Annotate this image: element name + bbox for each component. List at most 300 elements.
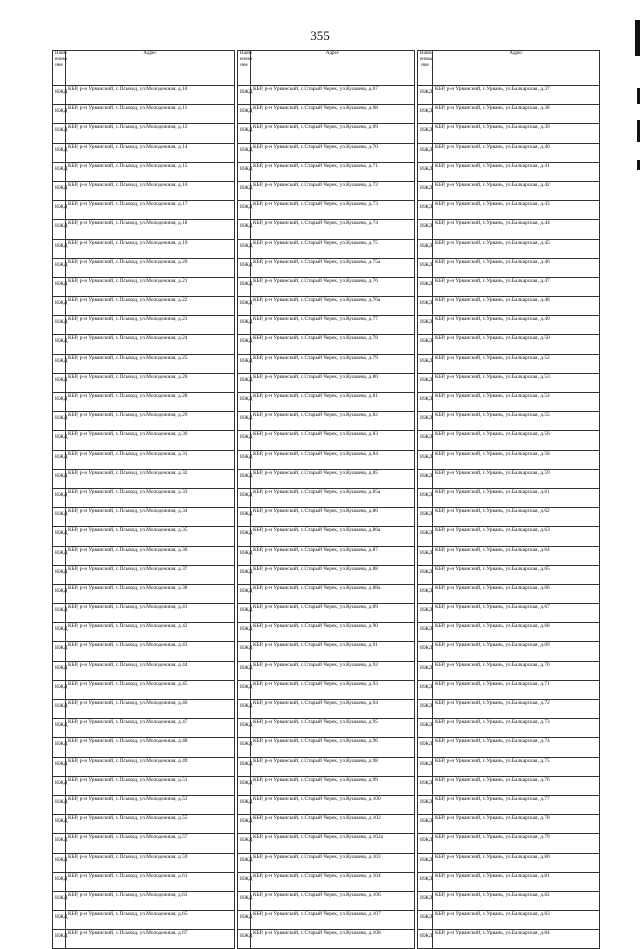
row-address: КБР, р-н Урванский, с.Урвань, ул.Балкарская, д.77 xyxy=(433,795,600,814)
row-address: КБР, р-н Урванский, с.Старый Черек, ул.Кушаева, д.102 xyxy=(251,815,415,834)
table-row xyxy=(53,776,235,795)
table-row xyxy=(418,776,600,795)
table-row xyxy=(238,642,415,661)
row-type: ИЖД xyxy=(53,546,66,565)
row-address: КБР, р-н Урванский, с.Старый Черек, ул.Кушаева, д.68 xyxy=(251,105,415,124)
table-row xyxy=(418,86,600,105)
row-type: ИЖД xyxy=(53,124,66,143)
row-type: ИЖД xyxy=(53,162,66,181)
row-address: КБР, р-н Урванский, с.Старый Черек, ул.Кушаева, д.96 xyxy=(251,738,415,757)
table-row xyxy=(238,891,415,910)
row-type: ИЖД xyxy=(418,508,433,527)
table-row xyxy=(418,335,600,354)
header-type: Наим енова ние xyxy=(238,51,251,86)
row-address: КБР, р-н Урванский, с.Старый Черек, ул.Кушаева, д.103 xyxy=(251,853,415,872)
row-type: ИЖД xyxy=(238,546,251,565)
row-address: КБР, р-н Урванский, с.Старый Черек, ул.Кушаева, д.75 xyxy=(251,239,415,258)
row-address: КБР, р-н Урванский, с.Псыкод, ул.Молодежная, д.59 xyxy=(66,853,235,872)
row-type: ИЖД xyxy=(53,316,66,335)
row-address: КБР, р-н Урванский, с.Урвань, ул.Балкарская, д.76 xyxy=(433,776,600,795)
row-type: ИЖД xyxy=(418,86,433,105)
table-row xyxy=(418,393,600,412)
row-address: КБР, р-н Урванский, с.Урвань, ул.Балкарская, д.58 xyxy=(433,450,600,469)
row-type: ИЖД xyxy=(53,911,66,930)
row-type: ИЖД xyxy=(418,565,433,584)
row-type: ИЖД xyxy=(238,623,251,642)
row-address: КБР, р-н Урванский, с.Псыкод, ул.Молодежная, д.20 xyxy=(66,258,235,277)
row-type: ИЖД xyxy=(418,604,433,623)
row-type: ИЖД xyxy=(53,642,66,661)
table-row xyxy=(418,738,600,757)
row-address: КБР, р-н Урванский, с.Урвань, ул.Балкарская, д.66 xyxy=(433,584,600,603)
row-type: ИЖД xyxy=(238,316,251,335)
table-row xyxy=(238,86,415,105)
table-row xyxy=(418,143,600,162)
row-address: КБР, р-н Урванский, с.Псыкод, ул.Молодежная, д.35 xyxy=(66,527,235,546)
row-address: КБР, р-н Урванский, с.Урвань, ул.Балкарская, д.42 xyxy=(433,181,600,200)
row-type: ИЖД xyxy=(238,565,251,584)
table-row xyxy=(238,700,415,719)
row-type: ИЖД xyxy=(53,488,66,507)
table-row xyxy=(418,508,600,527)
row-type: ИЖД xyxy=(53,776,66,795)
row-address: КБР, р-н Урванский, с.Старый Черек, ул.Кушаева, д.69 xyxy=(251,124,415,143)
row-type: ИЖД xyxy=(53,354,66,373)
table-row xyxy=(53,488,235,507)
table-row xyxy=(53,469,235,488)
table-row xyxy=(53,834,235,853)
row-address: КБР, р-н Урванский, с.Старый Черек, ул.Кушаева, д.74 xyxy=(251,220,415,239)
table-row xyxy=(238,354,415,373)
table-row xyxy=(238,469,415,488)
row-address: КБР, р-н Урванский, с.Старый Черек, ул.Кушаева, д.99 xyxy=(251,776,415,795)
row-type: ИЖД xyxy=(238,488,251,507)
row-type: ИЖД xyxy=(418,815,433,834)
table-row xyxy=(418,872,600,891)
row-address: КБР, р-н Урванский, с.Псыкод, ул.Молодежная, д.31 xyxy=(66,450,235,469)
row-address: КБР, р-н Урванский, с.Старый Черек, ул.Кушаева, д.108 xyxy=(251,930,415,949)
row-type: ИЖД xyxy=(418,124,433,143)
row-type: ИЖД xyxy=(238,815,251,834)
table-row xyxy=(418,488,600,507)
row-address: КБР, р-н Урванский, с.Псыкод, ул.Молодежная, д.26 xyxy=(66,373,235,392)
row-address: КБР, р-н Урванский, с.Псыкод, ул.Молодежная, д.65 xyxy=(66,911,235,930)
row-type: ИЖД xyxy=(418,431,433,450)
row-address: КБР, р-н Урванский, с.Псыкод, ул.Молодежная, д.51 xyxy=(66,776,235,795)
row-address: КБР, р-н Урванский, с.Псыкод, ул.Молодежная, д.45 xyxy=(66,680,235,699)
row-address: КБР, р-н Урванский, с.Урвань, ул.Балкарская, д.55 xyxy=(433,412,600,431)
row-type: ИЖД xyxy=(418,872,433,891)
row-address: КБР, р-н Урванский, с.Старый Черек, ул.Кушаева, д.72 xyxy=(251,181,415,200)
row-address: КБР, р-н Урванский, с.Псыкод, ул.Молодежная, д.30 xyxy=(66,431,235,450)
row-address: КБР, р-н Урванский, с.Псыкод, ул.Молодежная, д.38 xyxy=(66,584,235,603)
row-address: КБР, р-н Урванский, с.Псыкод, ул.Молодежная, д.17 xyxy=(66,201,235,220)
row-type: ИЖД xyxy=(53,431,66,450)
row-type: ИЖД xyxy=(418,853,433,872)
table-row xyxy=(418,412,600,431)
row-type: ИЖД xyxy=(418,738,433,757)
table-row xyxy=(418,604,600,623)
table-row xyxy=(53,623,235,642)
row-type: ИЖД xyxy=(418,757,433,776)
row-type: ИЖД xyxy=(238,220,251,239)
row-address: КБР, р-н Урванский, с.Урвань, ул.Балкарская, д.40 xyxy=(433,143,600,162)
table-row xyxy=(238,680,415,699)
table-row xyxy=(418,565,600,584)
row-type: ИЖД xyxy=(53,815,66,834)
row-address: КБР, р-н Урванский, с.Урвань, ул.Балкарская, д.75 xyxy=(433,757,600,776)
row-address: КБР, р-н Урванский, с.Псыкод, ул.Молодежная, д.11 xyxy=(66,105,235,124)
row-type: ИЖД xyxy=(53,508,66,527)
row-address: КБР, р-н Урванский, с.Урвань, ул.Балкарская, д.70 xyxy=(433,661,600,680)
table-row xyxy=(53,565,235,584)
table-row xyxy=(238,335,415,354)
row-type: ИЖД xyxy=(418,719,433,738)
row-type: ИЖД xyxy=(238,738,251,757)
row-address: КБР, р-н Урванский, с.Старый Черек, ул.Кушаева, д.102а xyxy=(251,834,415,853)
row-type: ИЖД xyxy=(418,661,433,680)
row-address: КБР, р-н Урванский, с.Старый Черек, ул.Кушаева, д.86 xyxy=(251,508,415,527)
row-type: ИЖД xyxy=(238,719,251,738)
row-address: КБР, р-н Урванский, с.Урвань, ул.Балкарская, д.46 xyxy=(433,258,600,277)
table-row xyxy=(53,853,235,872)
row-address: КБР, р-н Урванский, с.Старый Черек, ул.Кушаева, д.90 xyxy=(251,623,415,642)
row-address: КБР, р-н Урванский, с.Псыкод, ул.Молодежная, д.15 xyxy=(66,162,235,181)
scan-edge-marks xyxy=(632,20,640,220)
table-row xyxy=(418,834,600,853)
row-type: ИЖД xyxy=(418,335,433,354)
table-row xyxy=(418,911,600,930)
table-row xyxy=(53,335,235,354)
row-type: ИЖД xyxy=(238,393,251,412)
table-row xyxy=(418,719,600,738)
row-type: ИЖД xyxy=(238,680,251,699)
row-type: ИЖД xyxy=(53,181,66,200)
row-address: КБР, р-н Урванский, с.Старый Черек, ул.Кушаева, д.79 xyxy=(251,354,415,373)
table-row xyxy=(238,661,415,680)
row-address: КБР, р-н Урванский, с.Псыкод, ул.Молодежная, д.25 xyxy=(66,354,235,373)
row-type: ИЖД xyxy=(418,776,433,795)
row-address: КБР, р-н Урванский, с.Псыкод, ул.Молодежная, д.19 xyxy=(66,239,235,258)
table-row xyxy=(53,738,235,757)
row-type: ИЖД xyxy=(53,623,66,642)
header-address: Адрес xyxy=(66,51,235,86)
row-address: КБР, р-н Урванский, с.Старый Черек, ул.Кушаева, д.76а xyxy=(251,297,415,316)
row-type: ИЖД xyxy=(238,277,251,296)
row-type: ИЖД xyxy=(53,335,66,354)
row-address: КБР, р-н Урванский, с.Урвань, ул.Балкарская, д.73 xyxy=(433,719,600,738)
row-address: КБР, р-н Урванский, с.Псыкод, ул.Молодежная, д.29 xyxy=(66,412,235,431)
table-row xyxy=(418,680,600,699)
row-address: КБР, р-н Урванский, с.Псыкод, ул.Молодежная, д.18 xyxy=(66,220,235,239)
table-row xyxy=(418,853,600,872)
row-address: КБР, р-н Урванский, с.Урвань, ул.Балкарская, д.53 xyxy=(433,373,600,392)
table-row xyxy=(418,891,600,910)
registry-table-1 xyxy=(52,50,235,949)
row-address: КБР, р-н Урванский, с.Псыкод, ул.Молодежная, д.67 xyxy=(66,930,235,949)
table-row xyxy=(53,162,235,181)
table-row xyxy=(238,815,415,834)
row-address: КБР, р-н Урванский, с.Старый Черек, ул.Кушаева, д.77 xyxy=(251,316,415,335)
row-address: КБР, р-н Урванский, с.Старый Черек, ул.Кушаева, д.93 xyxy=(251,680,415,699)
row-address: КБР, р-н Урванский, с.Псыкод, ул.Молодежная, д.42 xyxy=(66,623,235,642)
row-type: ИЖД xyxy=(238,469,251,488)
table-row xyxy=(238,757,415,776)
row-address: КБР, р-н Урванский, с.Псыкод, ул.Молодежная, д.21 xyxy=(66,277,235,296)
row-address: КБР, р-н Урванский, с.Старый Черек, ул.Кушаева, д.100 xyxy=(251,795,415,814)
table-row xyxy=(418,239,600,258)
row-address: КБР, р-н Урванский, с.Урвань, ул.Балкарская, д.37 xyxy=(433,86,600,105)
table-row xyxy=(418,527,600,546)
row-type: ИЖД xyxy=(238,181,251,200)
table-row xyxy=(53,393,235,412)
row-type: ИЖД xyxy=(238,795,251,814)
row-address: КБР, р-н Урванский, с.Урвань, ул.Балкарская, д.79 xyxy=(433,834,600,853)
row-type: ИЖД xyxy=(53,719,66,738)
row-address: КБР, р-н Урванский, с.Старый Черек, ул.Кушаева, д.91 xyxy=(251,642,415,661)
table-row xyxy=(53,450,235,469)
table-row xyxy=(53,546,235,565)
row-type: ИЖД xyxy=(418,930,433,949)
row-type: ИЖД xyxy=(238,508,251,527)
table-row xyxy=(53,143,235,162)
row-type: ИЖД xyxy=(238,335,251,354)
table-row xyxy=(238,181,415,200)
row-type: ИЖД xyxy=(418,623,433,642)
table-row xyxy=(238,488,415,507)
row-address: КБР, р-н Урванский, с.Урвань, ул.Балкарская, д.72 xyxy=(433,700,600,719)
row-type: ИЖД xyxy=(53,891,66,910)
table-row xyxy=(238,431,415,450)
table-row xyxy=(418,277,600,296)
table-row xyxy=(53,316,235,335)
row-type: ИЖД xyxy=(53,661,66,680)
row-address: КБР, р-н Урванский, с.Старый Черек, ул.Кушаева, д.89 xyxy=(251,604,415,623)
table-row xyxy=(238,546,415,565)
row-type: ИЖД xyxy=(238,604,251,623)
table-row xyxy=(53,258,235,277)
table-row xyxy=(418,642,600,661)
address-registry xyxy=(52,50,600,949)
table-row xyxy=(238,105,415,124)
row-type: ИЖД xyxy=(53,373,66,392)
header-address: Адрес xyxy=(251,51,415,86)
row-address: КБР, р-н Урванский, с.Урвань, ул.Балкарская, д.81 xyxy=(433,872,600,891)
table-row xyxy=(238,412,415,431)
row-type: ИЖД xyxy=(53,297,66,316)
table-row xyxy=(238,776,415,795)
table-row xyxy=(238,450,415,469)
table-row xyxy=(53,220,235,239)
row-type: ИЖД xyxy=(418,911,433,930)
row-type: ИЖД xyxy=(53,143,66,162)
row-type: ИЖД xyxy=(53,412,66,431)
table-row xyxy=(238,872,415,891)
table-row xyxy=(53,431,235,450)
row-address: КБР, р-н Урванский, с.Псыкод, ул.Молодежная, д.34 xyxy=(66,508,235,527)
table-row xyxy=(238,297,415,316)
table-row xyxy=(238,162,415,181)
row-type: ИЖД xyxy=(238,239,251,258)
table-row xyxy=(53,181,235,200)
table-row xyxy=(418,661,600,680)
table-header-row xyxy=(53,51,235,86)
page-number: 355 xyxy=(310,28,330,43)
row-address: КБР, р-н Урванский, с.Урвань, ул.Балкарская, д.50 xyxy=(433,335,600,354)
row-type: ИЖД xyxy=(53,757,66,776)
row-address: КБР, р-н Урванский, с.Псыкод, ул.Молодежная, д.28 xyxy=(66,393,235,412)
row-address: КБР, р-н Урванский, с.Старый Черек, ул.Кушаева, д.95 xyxy=(251,719,415,738)
table-row xyxy=(53,584,235,603)
row-type: ИЖД xyxy=(418,642,433,661)
row-address: КБР, р-н Урванский, с.Старый Черек, ул.Кушаева, д.75а xyxy=(251,258,415,277)
row-address: КБР, р-н Урванский, с.Старый Черек, ул.Кушаева, д.81 xyxy=(251,393,415,412)
row-type: ИЖД xyxy=(238,891,251,910)
row-address: КБР, р-н Урванский, с.Псыкод, ул.Молодежная, д.32 xyxy=(66,469,235,488)
row-type: ИЖД xyxy=(53,584,66,603)
row-address: КБР, р-н Урванский, с.Урвань, ул.Балкарская, д.82 xyxy=(433,891,600,910)
row-address: КБР, р-н Урванский, с.Псыкод, ул.Молодежная, д.47 xyxy=(66,719,235,738)
table-row xyxy=(418,162,600,181)
table-row xyxy=(238,604,415,623)
table-row xyxy=(238,201,415,220)
table-row xyxy=(53,527,235,546)
row-type: ИЖД xyxy=(418,834,433,853)
table-row xyxy=(238,834,415,853)
table-row xyxy=(418,469,600,488)
row-address: КБР, р-н Урванский, с.Урвань, ул.Балкарская, д.64 xyxy=(433,546,600,565)
row-type: ИЖД xyxy=(53,450,66,469)
table-row xyxy=(53,891,235,910)
header-address: Адрес xyxy=(433,51,600,86)
row-type: ИЖД xyxy=(238,431,251,450)
row-address: КБР, р-н Урванский, с.Старый Черек, ул.Кушаева, д.92 xyxy=(251,661,415,680)
table-row xyxy=(53,239,235,258)
table-row xyxy=(418,124,600,143)
row-type: ИЖД xyxy=(53,853,66,872)
row-address: КБР, р-н Урванский, с.Урвань, ул.Балкарская, д.59 xyxy=(433,469,600,488)
table-row xyxy=(238,738,415,757)
row-address: КБР, р-н Урванский, с.Псыкод, ул.Молодежная, д.63 xyxy=(66,891,235,910)
registry-table-2 xyxy=(237,50,415,949)
row-address: КБР, р-н Урванский, с.Урвань, ул.Балкарская, д.48 xyxy=(433,297,600,316)
table-row xyxy=(418,297,600,316)
row-type: ИЖД xyxy=(418,680,433,699)
table-row xyxy=(238,143,415,162)
row-address: КБР, р-н Урванский, с.Урвань, ул.Балкарская, д.84 xyxy=(433,930,600,949)
row-type: ИЖД xyxy=(53,872,66,891)
row-type: ИЖД xyxy=(238,124,251,143)
table-row xyxy=(53,124,235,143)
row-address: КБР, р-н Урванский, с.Урвань, ул.Балкарская, д.39 xyxy=(433,124,600,143)
row-type: ИЖД xyxy=(418,393,433,412)
table-row xyxy=(238,623,415,642)
row-type: ИЖД xyxy=(53,258,66,277)
row-address: КБР, р-н Урванский, с.Урвань, ул.Балкарская, д.68 xyxy=(433,623,600,642)
row-type: ИЖД xyxy=(238,297,251,316)
table-row xyxy=(418,584,600,603)
row-type: ИЖД xyxy=(418,450,433,469)
row-address: КБР, р-н Урванский, с.Урвань, ул.Балкарская, д.47 xyxy=(433,277,600,296)
table-row xyxy=(418,258,600,277)
row-type: ИЖД xyxy=(418,258,433,277)
row-type: ИЖД xyxy=(53,604,66,623)
table-row xyxy=(418,450,600,469)
row-address: КБР, р-н Урванский, с.Урвань, ул.Балкарская, д.69 xyxy=(433,642,600,661)
row-address: КБР, р-н Урванский, с.Старый Черек, ул.Кушаева, д.85а xyxy=(251,488,415,507)
row-type: ИЖД xyxy=(418,488,433,507)
row-address: КБР, р-н Урванский, с.Старый Черек, ул.Кушаева, д.94 xyxy=(251,700,415,719)
row-type: ИЖД xyxy=(418,354,433,373)
row-type: ИЖД xyxy=(238,834,251,853)
row-address: КБР, р-н Урванский, с.Псыкод, ул.Молодежная, д.16 xyxy=(66,181,235,200)
row-address: КБР, р-н Урванский, с.Старый Черек, ул.Кушаева, д.76 xyxy=(251,277,415,296)
row-address: КБР, р-н Урванский, с.Псыкод, ул.Молодежная, д.43 xyxy=(66,642,235,661)
row-address: КБР, р-н Урванский, с.Старый Черек, ул.Кушаева, д.88а xyxy=(251,584,415,603)
row-address: КБР, р-н Урванский, с.Урвань, ул.Балкарская, д.80 xyxy=(433,853,600,872)
row-address: КБР, р-н Урванский, с.Урвань, ул.Балкарская, д.56 xyxy=(433,431,600,450)
row-type: ИЖД xyxy=(418,527,433,546)
table-row xyxy=(53,642,235,661)
row-address: КБР, р-н Урванский, с.Псыкод, ул.Молодежная, д.23 xyxy=(66,316,235,335)
table-row xyxy=(418,795,600,814)
table-row xyxy=(53,700,235,719)
header-type: Наим енова ние xyxy=(418,51,433,86)
row-address: КБР, р-н Урванский, с.Старый Черек, ул.Кушаева, д.83 xyxy=(251,431,415,450)
table-row xyxy=(53,354,235,373)
table-row xyxy=(53,373,235,392)
row-address: КБР, р-н Урванский, с.Урвань, ул.Балкарская, д.44 xyxy=(433,220,600,239)
row-address: КБР, р-н Урванский, с.Псыкод, ул.Молодежная, д.41 xyxy=(66,604,235,623)
row-type: ИЖД xyxy=(418,412,433,431)
table-row xyxy=(418,431,600,450)
row-address: КБР, р-н Урванский, с.Псыкод, ул.Молодежная, д.37 xyxy=(66,565,235,584)
row-address: КБР, р-н Урванский, с.Псыкод, ул.Молодежная, д.61 xyxy=(66,872,235,891)
table-row xyxy=(53,719,235,738)
row-address: КБР, р-н Урванский, с.Урвань, ул.Балкарская, д.61 xyxy=(433,488,600,507)
row-type: ИЖД xyxy=(418,795,433,814)
row-type: ИЖД xyxy=(418,373,433,392)
table-row xyxy=(53,661,235,680)
row-type: ИЖД xyxy=(53,86,66,105)
table-row xyxy=(53,872,235,891)
row-type: ИЖД xyxy=(238,105,251,124)
row-address: КБР, р-н Урванский, с.Псыкод, ул.Молодежная, д.55 xyxy=(66,815,235,834)
table-row xyxy=(53,911,235,930)
table-row xyxy=(418,105,600,124)
row-type: ИЖД xyxy=(238,757,251,776)
table-row xyxy=(418,930,600,949)
table-row xyxy=(53,508,235,527)
row-type: ИЖД xyxy=(53,680,66,699)
table-row xyxy=(238,220,415,239)
table-row xyxy=(238,258,415,277)
row-address: КБР, р-н Урванский, с.Псыкод, ул.Молодежная, д.53 xyxy=(66,795,235,814)
row-address: КБР, р-н Урванский, с.Старый Черек, ул.Кушаева, д.88 xyxy=(251,565,415,584)
row-type: ИЖД xyxy=(238,930,251,949)
row-type: ИЖД xyxy=(238,162,251,181)
row-address: КБР, р-н Урванский, с.Урвань, ул.Балкарская, д.41 xyxy=(433,162,600,181)
table-row xyxy=(53,201,235,220)
row-address: КБР, р-н Урванский, с.Урвань, ул.Балкарская, д.43 xyxy=(433,201,600,220)
table-row xyxy=(238,911,415,930)
row-type: ИЖД xyxy=(53,834,66,853)
row-type: ИЖД xyxy=(238,450,251,469)
row-address: КБР, р-н Урванский, с.Урвань, ул.Балкарская, д.63 xyxy=(433,527,600,546)
row-type: ИЖД xyxy=(238,354,251,373)
row-type: ИЖД xyxy=(238,584,251,603)
row-type: ИЖД xyxy=(418,277,433,296)
